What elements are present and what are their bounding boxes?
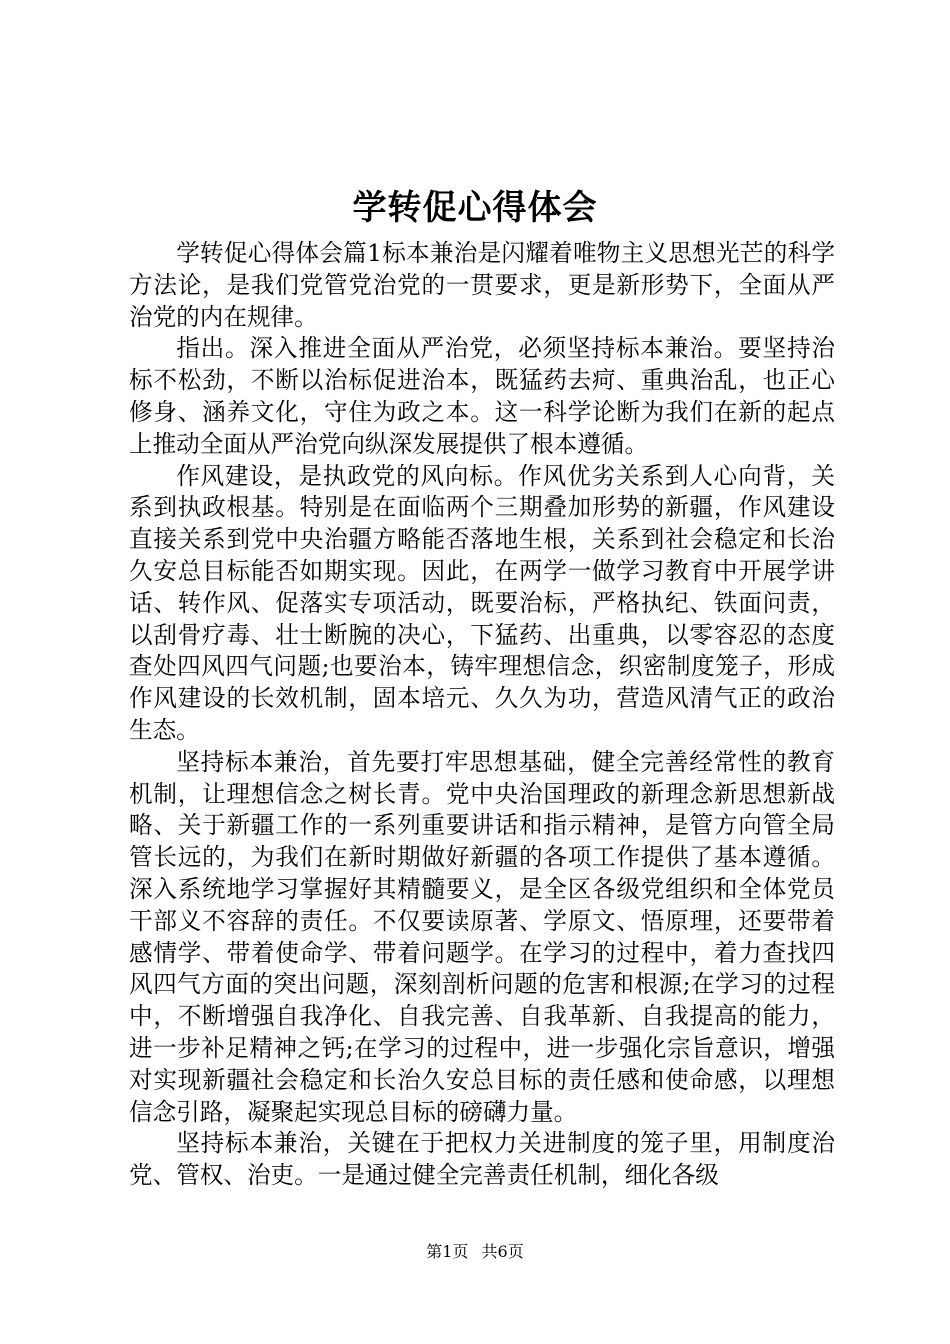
paragraph: 坚持标本兼治，关键在于把权力关进制度的笼子里，用制度治党、管权、治吏。一是通过健全完善责任机制，细化各级 [129,1129,835,1190]
document-body [129,238,835,1192]
paragraph: 作风建设，是执政党的风向标。作风优劣关系到人心向背，关系到执政根基。特别是在面临两个三期叠加形势的新疆，作风建设直接关系到党中央治疆方略能否落地生根，关系到社会稳定和长治久安总目标能否如期实现。因此，在两学一做学习教育中开展学讲话、转作风、促落实专项活动，既要治标，严格执纪、铁面问责，以刮骨疗毒、壮士断腕的决心，下猛药、出重典，以零容忍的态度查处四风四气问题;也要治本，铸牢理想信念，织密制度笼子，形成作风建设的长效机制，固本培元、久久为功，营造风清气正的政治生态。 [129,461,835,744]
page-footer [0,1240,950,1264]
document-title: 学转促心得体会 [352,188,598,228]
page-number: 第1页 [426,1242,469,1261]
paragraph: 学转促心得体会篇1标本兼治是闪耀着唯物主义思想光芒的科学方法论，是我们党管党治党的一贯要求，更是新形势下，全面从严治党的内在规律。 [129,239,835,331]
page-total: 共6页 [481,1242,524,1261]
paragraph: 坚持标本兼治，首先要打牢思想基础，健全完善经常性的教育机制，让理想信念之树长青。党中央治国理政的新理念新思想新战略、关于新疆工作的一系列重要讲话和指示精神，是管方向管全局管长远的，为我们在新时期做好新疆的各项工作提供了基本遵循。深入系统地学习掌握好其精髓要义，是全区各级党组织和全体党员干部义不容辞的责任。不仅要读原著、学原文、悟原理，还要带着感情学、带着使命学、带着问题学。在学习的过程中，着力查找四风四气方面的突出问题，深刻剖析问题的危害和根源;在学习的过程中，不断增强自我净化、自我完善、自我革新、自我提高的能力，进一步补足精神之钙;在学习的过程中，进一步强化宗旨意识，增强对实现新疆社会稳定和长治久安总目标的责任感和使命感，以理想信念引路，凝聚起实现总目标的磅礴力量。 [129,747,835,1126]
paragraph: 指出。深入推进全面从严治党，必须坚持标本兼治。要坚持治标不松劲，不断以治标促进治本，既猛药去疴、重典治乱，也正心修身、涵养文化，守住为政之本。这一科学论断为我们在新的起点上推动全面从严治党向纵深发展提供了根本遵循。 [129,334,835,458]
